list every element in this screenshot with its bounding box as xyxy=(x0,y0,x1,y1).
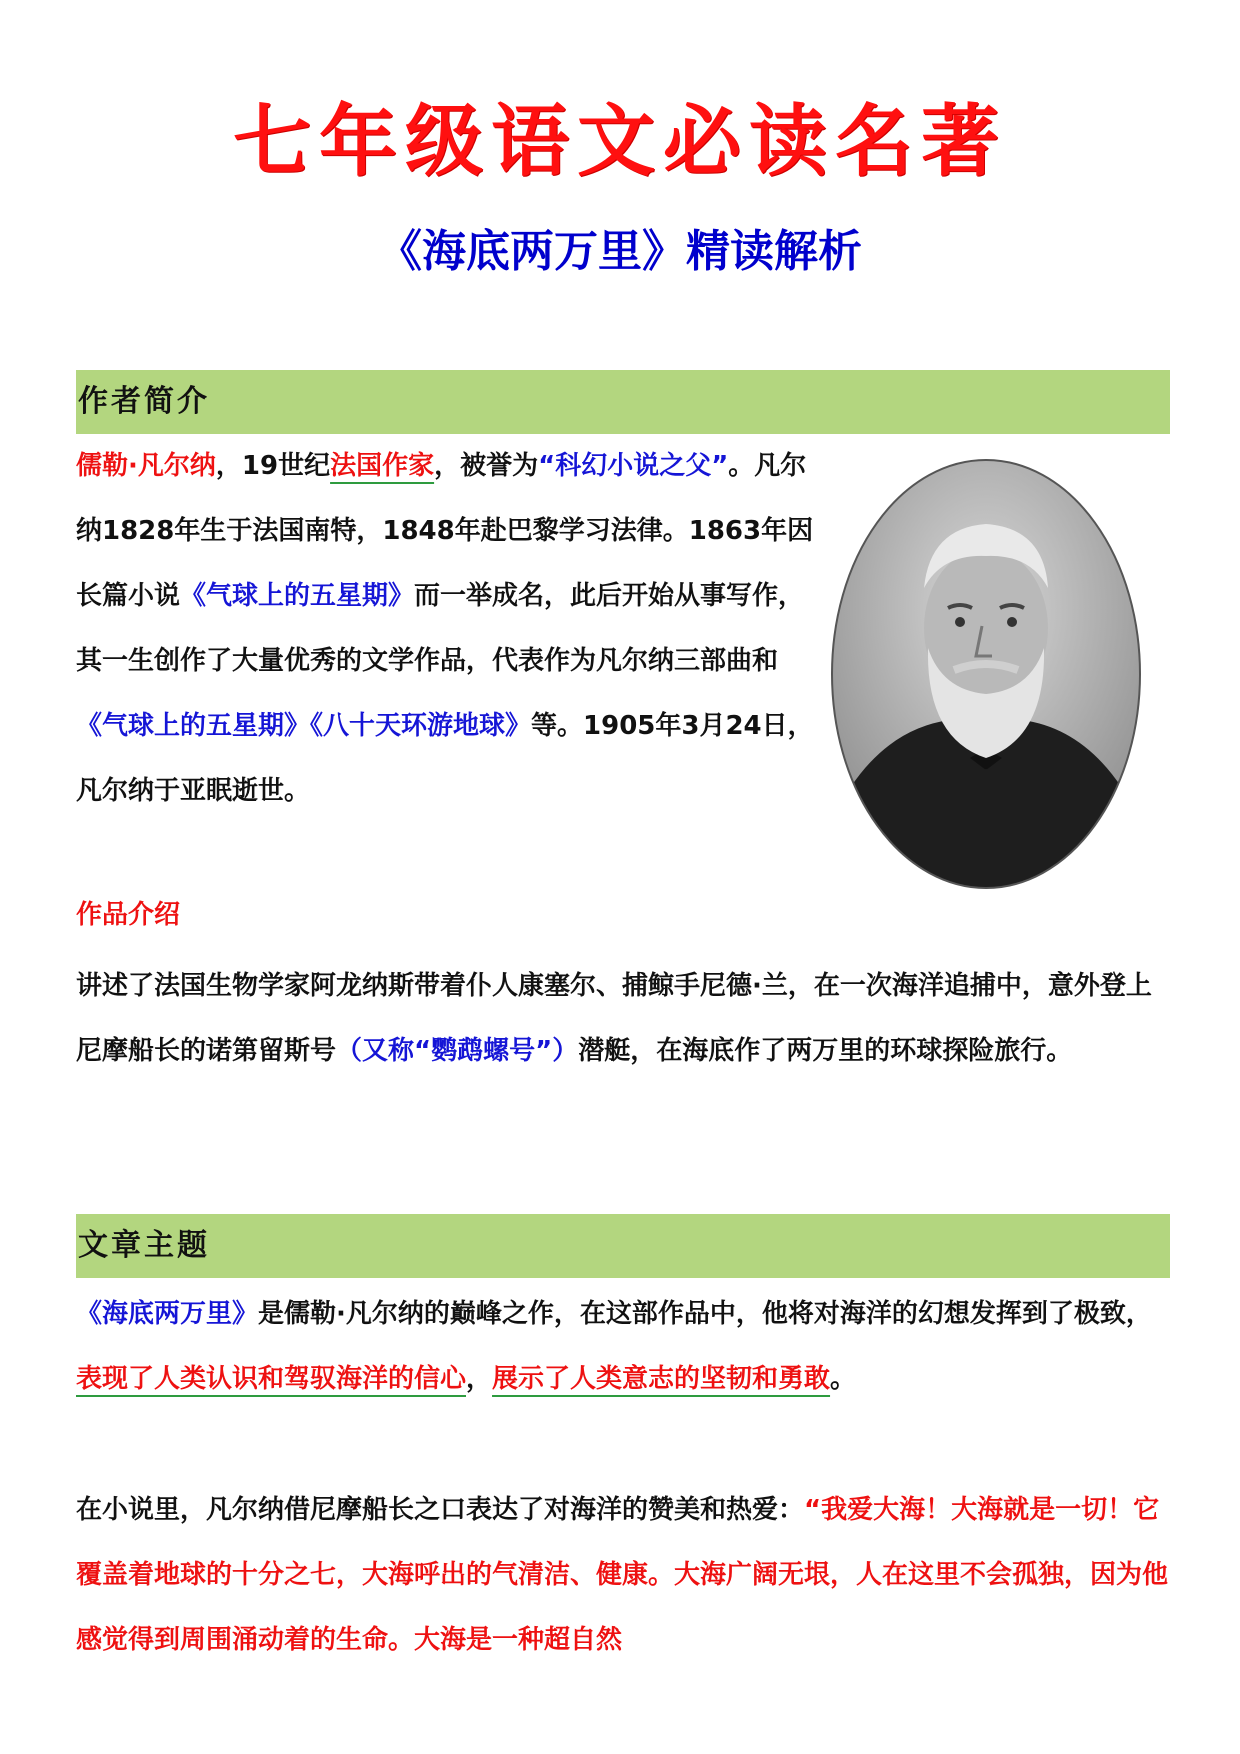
work-text-2: 潜艇，在海底作了两万里的环球探险旅行。 xyxy=(578,1036,1073,1066)
work-text-1: 讲述了法国生物学家阿龙纳斯带着仆人康塞尔、捕鲸手尼德·兰，在一次海洋追捕中，意外登上尼摩船长的诺第留斯号 xyxy=(76,971,1152,1066)
theme-paragraph-1 xyxy=(76,1282,1170,1412)
theme-text-2: ， xyxy=(466,1364,493,1394)
author-text-3: 。凡尔纳1828年生于法国南特，1848年赴巴黎学习法律。1863年因长篇小说 xyxy=(76,451,814,611)
theme-point-confidence: 表现了人类认识和驾驭海洋的信心 xyxy=(76,1364,467,1394)
author-epithet: “科幻小说之父” xyxy=(538,451,729,481)
author-text-4: 而一举成名，此后开始从事写作，其一生创作了大量优秀的文学作品，代表作为凡尔纳三部曲和 xyxy=(76,581,805,676)
book-titles-representative: 《气球上的五星期》《八十天环游地球》 xyxy=(76,711,532,741)
author-name: 儒勒·凡尔纳 xyxy=(76,451,216,481)
work-intro-paragraph xyxy=(76,954,1170,1084)
work-submarine-alias: （又称“鹦鹉螺号”） xyxy=(336,1036,579,1066)
section-heading-theme xyxy=(76,1214,1170,1278)
author-nationality: 法国作家 xyxy=(330,451,435,481)
author-text-5: 等。1905年3月24日，凡尔纳于亚眠逝世。 xyxy=(76,711,814,806)
theme-point-courage: 展示了人类意志的坚韧和勇敢 xyxy=(492,1364,831,1394)
work-intro-label: 作品介绍 xyxy=(76,900,181,930)
author-paragraph xyxy=(76,434,816,824)
main-title: 七年级语文必读名著 xyxy=(232,96,1007,187)
theme-quote: “我爱大海！大海就是一切！它覆盖着地球的十分之七，大海呼出的气清洁、健康。大海广阔无垠，人在这里不会孤独，因为他感觉得到周围涌动着的生命。大海是一种超自然 xyxy=(76,1495,1169,1655)
theme-paragraph-2 xyxy=(76,1478,1170,1673)
author-portrait-photo xyxy=(830,458,1142,890)
theme-book-title: 《海底两万里》 xyxy=(76,1299,259,1329)
theme-text-1: 是儒勒·凡尔纳的巅峰之作，在这部作品中，他将对海洋的幻想发挥到了极致， xyxy=(258,1299,1152,1329)
theme-text-3: 。 xyxy=(830,1364,857,1394)
section-heading-author xyxy=(76,370,1170,434)
author-text-1: ，19世纪 xyxy=(215,451,331,481)
section-heading-theme-label: 文章主题 xyxy=(78,1228,210,1263)
sub-title: 《海底两万里》精读解析 xyxy=(378,226,862,277)
theme-text-4: 在小说里，凡尔纳借尼摩船长之口表达了对海洋的赞美和热爱： xyxy=(76,1495,805,1525)
author-text-2: ，被誉为 xyxy=(434,451,539,481)
section-heading-author-label: 作者简介 xyxy=(78,384,210,419)
book-title-balloon: 《气球上的五星期》 xyxy=(180,581,415,611)
